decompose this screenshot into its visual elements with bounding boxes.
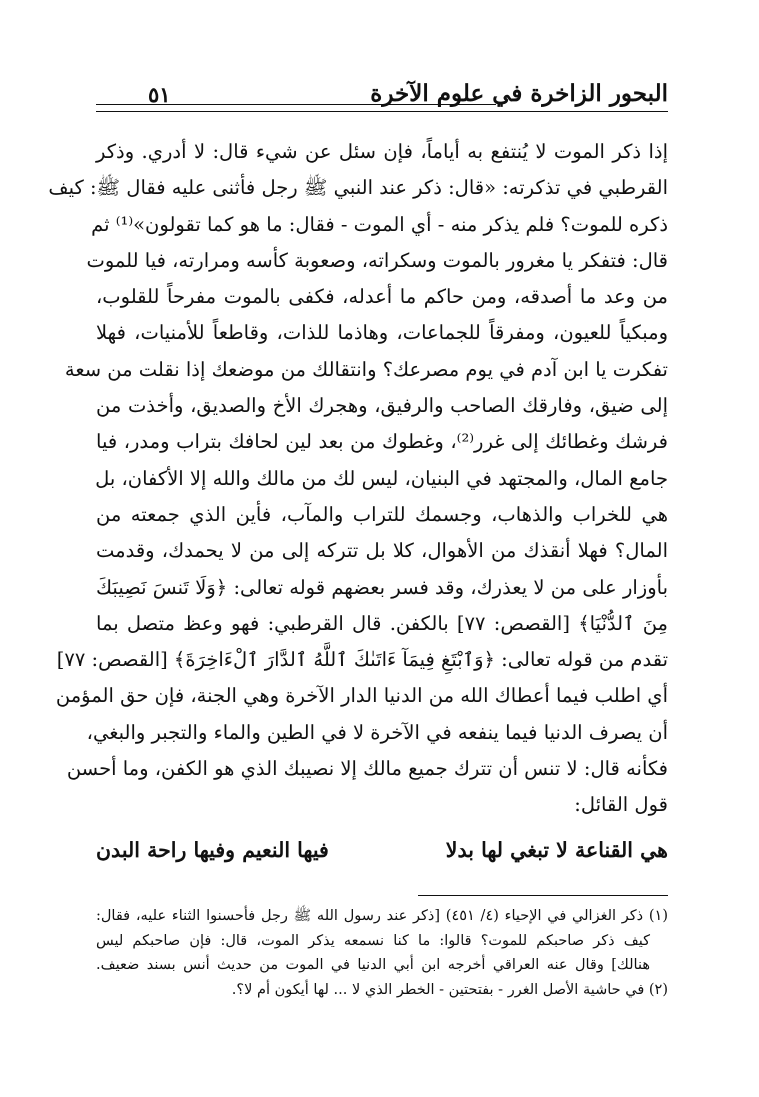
text-line: قول القائل: — [574, 793, 668, 817]
text-line: أن يصرف الدنيا فيما ينفعه في الآخرة لا في الطين والماء والتجبر والبغي، — [86, 720, 668, 744]
footnote-line: هنالك] وقال عنه العراقي أخرجه ابن أبي الدنيا في الموت من حديث أنس بسند ضعيف. — [96, 957, 650, 973]
verse-first-hemistich: هي القناعة لا تبغي لها بدلا — [445, 838, 668, 862]
footnote-line: (٢) في حاشية الأصل الغرر - بفتحتين - الخطر الذي لا ... لها أيكون أم لا؟. — [231, 981, 668, 998]
page-header — [96, 78, 668, 118]
text-line: بأوزار على من لا يعذرك، وقد فسر بعضهم قوله تعالى: ﴿وَلَا تَنسَ نَصِيبَكَ — [96, 575, 668, 599]
text-line: ومبكياً للعيون، ومفرقاً للجماعات، وهاذما للذات، وقاطعاً للأمنيات، فهلا — [96, 321, 668, 345]
page-number: ٥١ — [148, 82, 171, 107]
text-line: المال؟ فهلا أنقذك من الأهوال، كلا بل تتركه إلى من لا يحمدك، وقدمت — [96, 539, 668, 563]
text-line: فكأنه قال: لا تنس أن تترك جميع مالك إلا نصيبك الذي هو الكفن، وما أحسن — [66, 757, 668, 781]
text-line: قال: فتفكر يا مغرور بالموت وسكراته، وصعوبة كأسه ومرارته، فيا للموت — [86, 248, 668, 272]
header-rule-upper — [96, 104, 496, 105]
footnote-separator — [418, 895, 668, 896]
text-line: من وعد ما أصدقه، ومن حاكم ما أعدله، فكفى بالموت مفرحاً للقلوب، — [96, 285, 668, 309]
poetry-verse — [96, 838, 668, 878]
text-line: ذكره للموت؟ فلم يذكر منه - أي الموت - فقال: ما هو كما تقولون»⁽¹⁾ ثم — [91, 212, 668, 236]
text-line: القرطبي في تذكرته: «قال: ذكر عند النبي ﷺ رجل فأثنى عليه فقال ﷺ: كيف — [48, 176, 668, 200]
footnote-line: كيف ذكر صاحبكم للموت؟ قالوا: ما كنا نسمعه يذكر الموت، قال: فإن صاحبكم ليس — [96, 932, 650, 949]
text-line: مِنَ ٱلدُّنْيَا﴾ [القصص: ٧٧] بالكفن. قال القرطبي: فهو وعظ متصل بما — [96, 611, 669, 635]
text-line: هي للخراب والذهاب، وجسمك للتراب والمآب، فأين الذي جمعته من — [96, 502, 668, 526]
verse-second-hemistich: فيها النعيم وفيها راحة البدن — [96, 838, 329, 862]
text-line: تفكرت يا ابن آدم في يوم مصرعك؟ وانتقالك من موضعك إذا نقلت من سعة — [64, 357, 668, 381]
header-rule — [96, 111, 668, 112]
text-line: فرشك وغطائك إلى غرر⁽²⁾، وغطوك من بعد لين لحافك بتراب ومدر، فيا — [96, 430, 669, 454]
text-line: إذا ذكر الموت لا يُنتفع به أياماً، فإن سئل عن شيء قال: لا أدري. وذكر — [96, 140, 668, 163]
running-title: البحور الزاخرة في علوم الآخرة — [370, 80, 668, 107]
main-text — [48, 134, 669, 824]
text-line: أي اطلب فيما أعطاك الله من الدنيا الدار الآخرة وهي الجنة، فإن حق المؤمن — [55, 684, 668, 708]
text-line: جامع المال، والمجتهد في البنيان، ليس لك من مالك والله إلا الأكفان، بل — [95, 466, 668, 490]
text-line: تقدم من قوله تعالى: ﴿وَٱبْتَغِ فِيمَآ ءَاتَىٰكَ ٱللَّهُ ٱلدَّارَ ٱلْءَاخِرَةَ﴾ [القصص: ٧٧] — [56, 648, 668, 672]
footnotes — [96, 904, 668, 1002]
footnote-line: (١) ذكر الغزالي في الإحياء (٤/ ٤٥١) [ذكر عند رسول الله ﷺ رجل فأحسنوا الثناء عليه، فقال: — [96, 908, 669, 924]
text-line: إلى ضيق، وفارقك الصاحب والرفيق، وهجرك الأخ والصديق، وأخذت من — [96, 394, 668, 418]
